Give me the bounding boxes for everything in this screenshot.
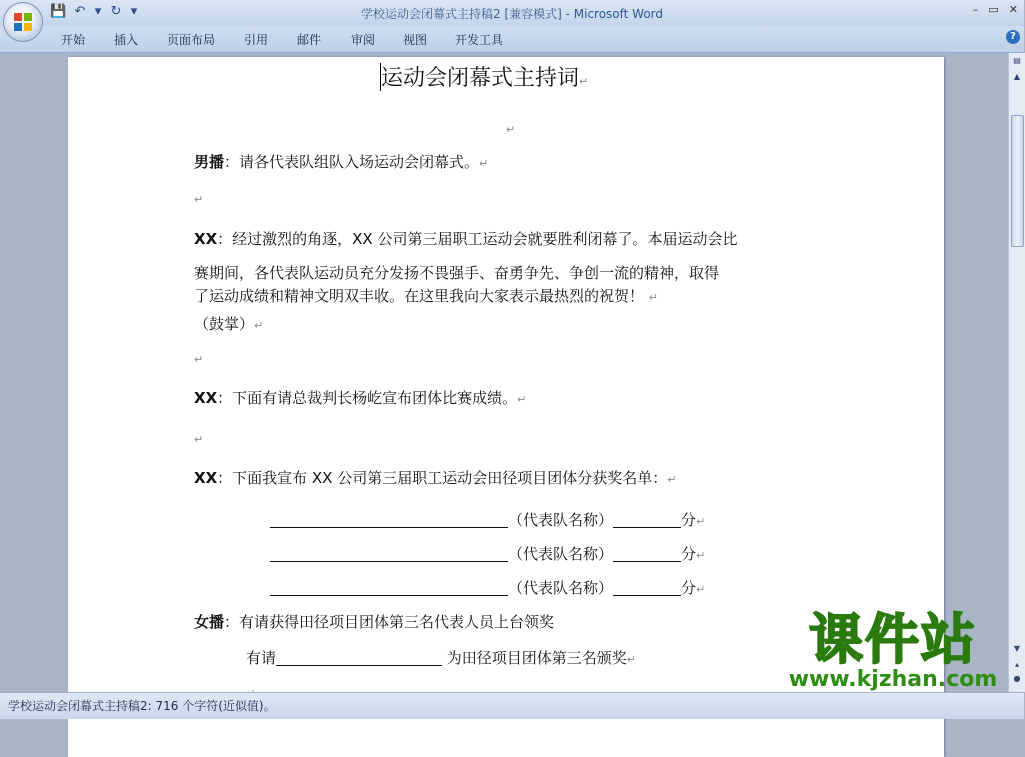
status-text: 学校运动会闭幕式主持稿2: 716 个字符(近似值)。 xyxy=(8,699,276,713)
tab-references[interactable]: 引用 xyxy=(244,33,269,47)
select-browse-object-icon[interactable]: ● xyxy=(1013,674,1021,683)
award-line-2: （代表队名称） 分↵ xyxy=(270,543,705,564)
scroll-thumb[interactable] xyxy=(1011,115,1024,247)
office-logo-icon xyxy=(13,12,33,32)
speaker-label: XX xyxy=(194,469,218,487)
ruler-toggle-icon[interactable]: ▤ xyxy=(1013,56,1021,65)
document-title: 运动会闭幕式主持词↵ xyxy=(380,61,588,92)
empty-paragraph: ↵ xyxy=(194,193,204,206)
tab-page-layout[interactable]: 页面布局 xyxy=(167,33,216,47)
tab-insert[interactable]: 插入 xyxy=(114,33,139,47)
paragraph-4: XX：下面有请总裁判长杨屹宣布团体比赛成绩。↵ xyxy=(194,389,527,407)
award-line-3: （代表队名称） 分↵ xyxy=(270,577,705,598)
empty-paragraph: ↵ xyxy=(194,353,204,366)
title-bar xyxy=(0,0,1024,26)
maximize-button[interactable]: ▭ xyxy=(988,3,999,16)
empty-paragraph: ↵ xyxy=(506,123,516,136)
ribbon-tabs xyxy=(0,26,1024,53)
tab-mailings[interactable]: 邮件 xyxy=(297,33,322,47)
minimize-button[interactable]: – xyxy=(972,3,979,16)
tab-developer[interactable]: 开发工具 xyxy=(455,33,504,47)
tab-review[interactable]: 审阅 xyxy=(351,33,376,47)
blank-score xyxy=(613,546,681,562)
speaker-label: 女播 xyxy=(194,613,225,631)
customize-qat-icon[interactable]: ▾ xyxy=(130,4,138,19)
app-name: Microsoft Word xyxy=(573,7,664,21)
paragraph-2-line-3: 了运动成绩和精神文明双丰收。在这里我向大家表示最热烈的祝贺！ ↵ xyxy=(194,287,659,305)
blank-team xyxy=(270,546,508,562)
paragraph-mark: ↵ xyxy=(579,75,589,88)
help-icon[interactable]: ? xyxy=(1006,30,1020,44)
document-workspace xyxy=(0,53,1008,692)
undo-dropdown-icon[interactable]: ▾ xyxy=(94,4,102,19)
blank-team xyxy=(270,512,508,528)
window-controls xyxy=(973,3,1018,16)
watermark-logo xyxy=(773,608,1013,692)
empty-paragraph: ↵ xyxy=(194,433,204,446)
undo-icon[interactable]: ↶ xyxy=(74,4,86,19)
blank-team xyxy=(270,580,508,596)
vertical-scrollbar[interactable] xyxy=(1008,53,1025,692)
close-button[interactable]: ✕ xyxy=(1008,3,1018,16)
watermark-main: 课件站 xyxy=(809,608,977,671)
paragraph-2-line-1: XX：经过激烈的角逐，XX 公司第三届职工运动会就要胜利闭幕了。本届运动会比 xyxy=(194,230,738,248)
paragraph-3: （鼓掌）↵ xyxy=(194,315,264,333)
scroll-up-icon[interactable]: ▲ xyxy=(1013,72,1021,81)
award-line-1: （代表队名称） 分↵ xyxy=(270,509,705,530)
tab-home[interactable]: 开始 xyxy=(61,33,86,47)
redo-icon[interactable]: ↻ xyxy=(110,4,122,19)
previous-page-icon[interactable]: ▴ xyxy=(1014,660,1019,669)
blank-score xyxy=(613,580,681,596)
watermark-url: www.kjzhan.com xyxy=(788,667,998,692)
blank-score xyxy=(613,512,681,528)
blank-presenter xyxy=(276,650,442,666)
tab-view[interactable]: 视图 xyxy=(403,33,428,47)
status-bar xyxy=(0,692,1024,719)
office-button[interactable] xyxy=(3,2,43,42)
save-icon[interactable]: 💾 xyxy=(50,4,67,19)
speaker-label: 男播 xyxy=(194,153,225,171)
paragraph-7: 有请 为田径项目团体第三名颁奖↵ xyxy=(246,649,637,667)
speaker-label: XX xyxy=(194,389,218,407)
paragraph-1: 男播：请各代表队组队入场运动会闭幕式。↵ xyxy=(194,153,489,171)
scroll-down-icon[interactable]: ▼ xyxy=(1013,644,1021,653)
window-title: 学校运动会闭幕式主持稿2 [兼容模式] - Microsoft Word xyxy=(360,7,664,21)
speaker-label: XX xyxy=(194,230,218,248)
paragraph-5: XX：下面我宣布 XX 公司第三届职工运动会田径项目团体分获奖名单：↵ xyxy=(194,469,677,487)
paragraph-6: 女播：有请获得田径项目团体第三名代表人员上台领奖 xyxy=(194,613,555,631)
paragraph-2-line-2: 赛期间，各代表队运动员充分发扬不畏强手、奋勇争先、争创一流的精神，取得 xyxy=(194,264,720,282)
